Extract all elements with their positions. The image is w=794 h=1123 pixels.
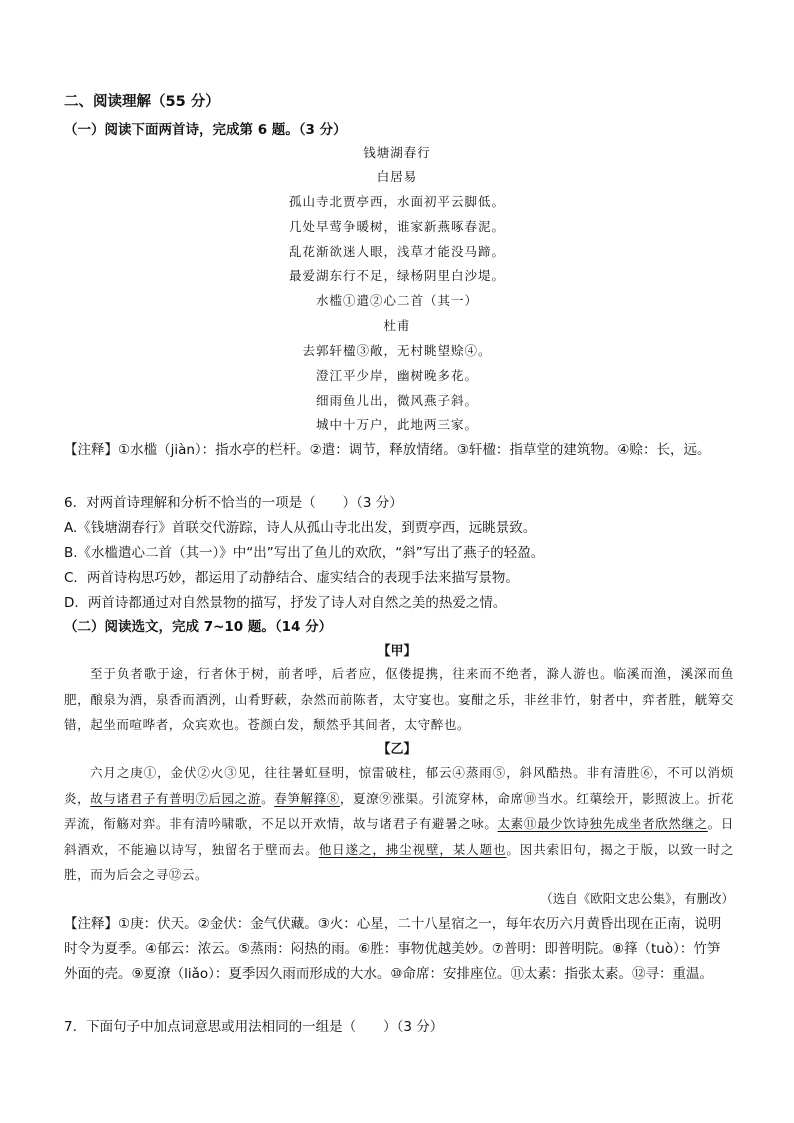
underlined-sentence: 故与诸君子有普明⑦后园之游 xyxy=(90,790,262,806)
part2-heading: （二）阅读选文，完成 7~10 题。（14 分） xyxy=(64,619,333,635)
question-7: 7．下面句子中加点词意思或用法相同的一组是（ ）（3 分） xyxy=(64,1019,444,1035)
underlined-sentence: 他日遂之，拂尘视壁，某人题也 xyxy=(318,841,507,857)
passage-jia: 至于负者歌于途，行者休于树，前者呼，后者应，伛偻提携，往来而不绝者，滁人游也。临溪而渔，溪深而鱼肥，酿泉为酒，泉香而酒洌，山肴野蔌，杂然而前陈者，太守宴也。宴酣之乐，非丝非竹，射者中，弈者胜，觥筹交错，起坐而喧哗者，众宾欢也。苍颜白发，颓然乎其间者，太守醉也。 xyxy=(64,666,734,732)
poem1-line: 几处早莺争暖树，谁家新燕啄春泥。 xyxy=(288,219,505,234)
part2-note: 【注释】①庚：伏天。②金伏：金气伏藏。③火：心星，二十八星宿之一，每年农历六月黄昏出现在正南，说明时令为夏季。④郁云：浓云。⑤蒸雨：闷热的雨。⑥胜：事物优越美妙。⑦普明：即普明院。⑧箨（tuò）：竹笋外面的壳。⑨夏潦（liǎo）：夏季因久雨而形成的大水。⑩命席：安排座位。⑪太素：指张太素。⑫寻：重温。 xyxy=(64,916,722,982)
passage-yi-text: 。日斜酒欢，不能遍以诗写，独留名于壁而去。 xyxy=(64,816,734,857)
option-a: A.《钱塘湖春行》首联交代游踪，诗人从孤山寺北出发，到贾亭西，远眺景致。 xyxy=(64,520,537,536)
passage-yi-text: ，夏潦⑨涨渠。引流穿林，命席⑩当水。红蕖绘开，影照波上。折花弄流，衔觞对弈。非有清吟啸歌，不足以开欢情，故与诸君子有避暑之咏。 xyxy=(64,790,734,831)
passage-yi-text: 。因共索旧句，揭之于版，以致一时之胜，而为后会之寻⑫云。 xyxy=(64,841,734,882)
question-6: 6．对两首诗理解和分析不恰当的一项是（ ）（3 分） xyxy=(64,495,403,511)
poem2-line: 去郭轩楹③敞，无村眺望赊④。 xyxy=(302,343,492,358)
section-title: 二、阅读理解（55 分） xyxy=(64,94,220,110)
part1-heading: （一）阅读下面两首诗，完成第 6 题。（3 分） xyxy=(64,122,347,138)
poem2-line: 城中十万户，此地两三家。 xyxy=(315,417,478,432)
poem1-line: 乱花渐欲迷人眼，浅草才能没马蹄。 xyxy=(288,244,505,259)
poem2-author: 杜甫 xyxy=(383,318,411,333)
poem1-line: 最爱湖东行不足，绿杨阴里白沙堤。 xyxy=(288,268,505,283)
option-c: C．两首诗构思巧妙，都运用了动静结合、虚实结合的表现手法来描写景物。 xyxy=(64,570,519,586)
part1-note: 【注释】①水槛（jiàn）：指水亭的栏杆。②遣：调节，释放情绪。③轩楹：指草堂的建筑物。④赊：长，远。 xyxy=(64,442,711,458)
passage-yi-text: 。 xyxy=(261,790,275,806)
poem2-line: 澄江平少岸，幽树晚多花。 xyxy=(315,368,478,383)
passage-yi xyxy=(64,760,734,888)
underlined-sentence: 太素⑪最少饮诗独先成坐者欣然继之 xyxy=(497,816,708,831)
poem2-title: 水槛①遣②心二首（其一） xyxy=(315,293,478,308)
underlined-sentence: 春笋解箨⑧ xyxy=(274,790,340,806)
passage-source: （选自《欧阳文忠公集》，有删改） xyxy=(540,891,734,906)
poem2-line: 细雨鱼儿出，微风燕子斜。 xyxy=(315,393,478,408)
option-b: B.《水槛遣心二首（其一）》中“出”写出了鱼儿的欢欣，“斜”写出了燕子的轻盈。 xyxy=(64,545,545,561)
poem1-line: 孤山寺北贾亭西，水面初平云脚低。 xyxy=(288,194,505,209)
passage-yi-mark: 【乙】 xyxy=(377,742,417,757)
passage-yi-text: 六月之庚①，金伏②火③见，往往暑虹昼明，惊雷破柱，郁云④蒸雨⑤，斜风酷热。非有清胜⑥，不可以消烦炎， xyxy=(64,765,734,806)
option-d: D．两首诗都通过对自然景物的描写，抒发了诗人对自然之美的热爱之情。 xyxy=(64,595,507,611)
passage-jia-mark: 【甲】 xyxy=(377,644,417,659)
poem1-title: 钱塘湖春行 xyxy=(363,145,431,160)
poem1-author: 白居易 xyxy=(376,169,418,184)
